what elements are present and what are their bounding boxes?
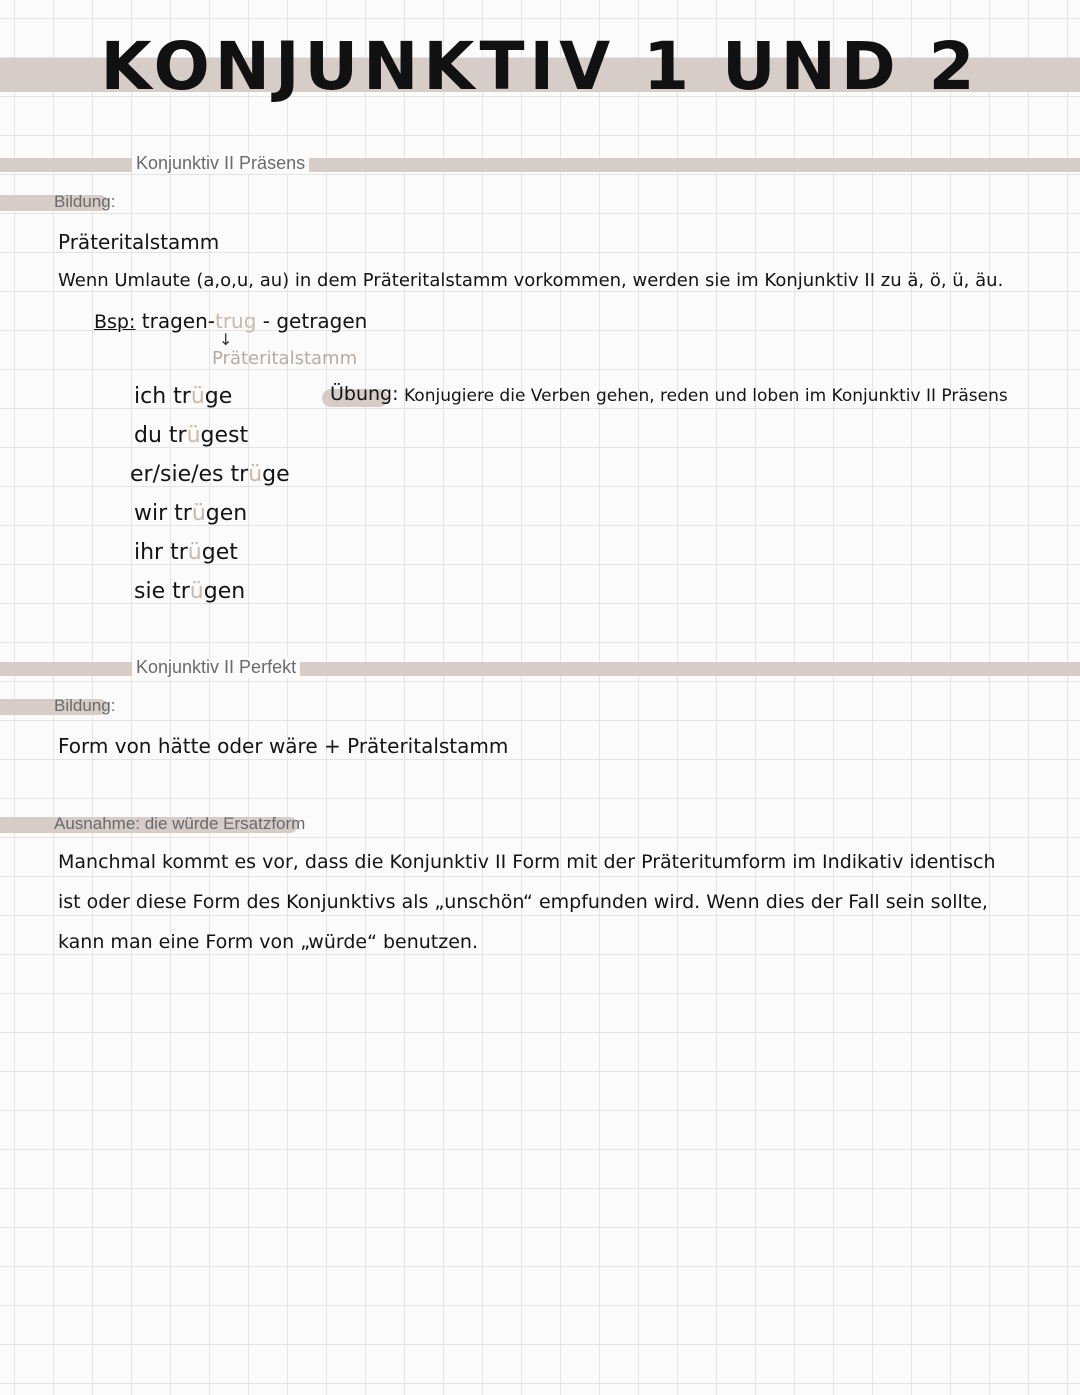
perfekt-formula: Form von hätte oder wäre + Präteritalstamm <box>58 734 509 758</box>
page-title: KONJUNKTIV 1 UND 2 <box>100 28 980 105</box>
conjugation-row: wir trügen <box>134 501 248 526</box>
stem-term: Präteritalstamm <box>58 230 220 254</box>
bildung-label-perfekt: Bildung: <box>54 696 116 715</box>
conjugation-row: ich trüge <box>134 384 233 409</box>
conjugation-list <box>130 384 290 618</box>
example-annotation: Präteritalstamm <box>212 348 358 369</box>
conjugation-row: er/sie/es trüge <box>130 462 290 487</box>
umlaut-rule: Wenn Umlaute (a,o,u, au) in dem Präteritalstamm vorkommen, werden sie im Konjunktiv II zu ä, ö, ü, äu. <box>58 270 1004 291</box>
example-partizip: - getragen <box>262 309 368 333</box>
conjugation-row: du trügest <box>134 423 249 448</box>
exercise-label: Übung: <box>330 383 399 405</box>
section-heading-perfekt: Konjunktiv II Perfekt <box>132 657 300 678</box>
example-infinitive: tragen- <box>141 309 215 333</box>
down-arrow-icon: ↓ <box>219 330 233 349</box>
conjugation-row: sie trügen <box>134 579 246 604</box>
exercise-text: Konjugiere die Verben gehen, reden und loben im Konjunktiv II Präsens <box>404 386 1008 406</box>
example-label: Bsp: <box>94 311 136 333</box>
ausnahme-heading: Ausnahme: die würde Ersatzform <box>54 814 306 833</box>
section-heading-praesens: Konjunktiv II Präsens <box>132 153 309 174</box>
bildung-label: Bildung: <box>54 192 116 211</box>
example-praeteritum: trug <box>214 309 257 333</box>
conjugation-row: ihr trüget <box>134 540 238 565</box>
ausnahme-paragraph: Manchmal kommt es vor, dass die Konjunktiv II Form mit der Präteritumform im Indikativ identisch ist oder diese Form des Konjunktivs als „unschön“ empfunden wird. Wenn dies der Fall sein sollte, kann man eine Form von „würde“ benutzen. <box>58 851 996 953</box>
